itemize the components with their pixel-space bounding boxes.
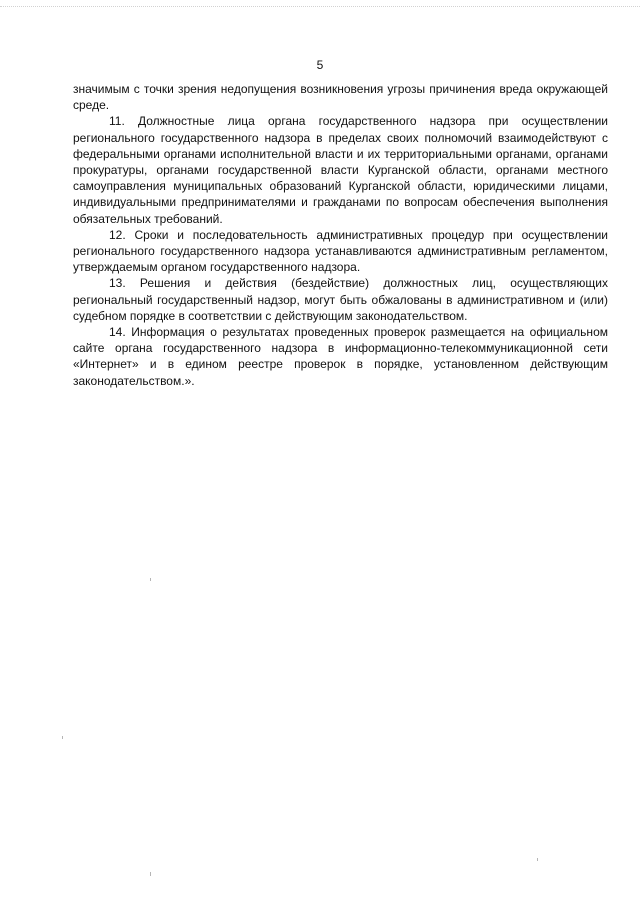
paragraph-13: 13. Решения и действия (бездействие) должностных лиц, осуществляющих региональный государственный надзор, могут быть обжалованы в административном и (или) судебном порядке в соответствии с действующим законодательством. <box>73 276 608 323</box>
paragraph-11: 11. Должностные лица органа государственного надзора при осуществлении регионального государственного надзора в пределах своих полномочий взаимодействуют с федеральными органами исполнительной власти и их территориальными органами, органами прокуратуры, органами государственной власти Курганской области, органами местного самоуправления муниципальных образований Курганской области, юридическими лицами, индивидуальными предпринимателями и гражданами по вопросам обеспечения выполнения обязательных требований. <box>73 114 608 226</box>
paragraph-continuation: значимым с точки зрения недопущения возникновения угрозы причинения вреда окружающей среде. <box>73 82 608 113</box>
paragraph-14: 14. Информация о результатах проведенных проверок размещается на официальном сайте органа государственного надзора в информационно-телекоммуникационной сети «Интернет» и в едином реестре проверок в порядке, установленном действующим законодательством.». <box>73 325 608 388</box>
scan-edge-artifact <box>0 6 640 10</box>
scan-speck <box>150 578 151 581</box>
scan-speck <box>150 872 151 876</box>
document-body <box>73 81 608 389</box>
scan-speck <box>537 858 538 861</box>
paragraph-12: 12. Сроки и последовательность административных процедур при осуществлении регионального государственного надзора устанавливаются административным регламентом, утверждаемым органом государственного надзора. <box>73 227 608 275</box>
scan-speck <box>62 736 63 739</box>
page-number: 5 <box>316 58 324 72</box>
